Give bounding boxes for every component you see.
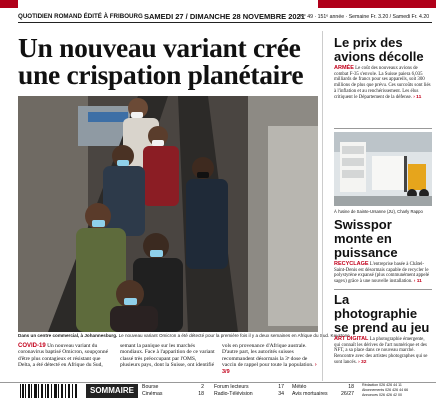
contact-block [362, 383, 434, 398]
side-story-3-page-ref[interactable]: › 32 [358, 359, 367, 365]
barcode-icon [18, 383, 80, 399]
index-entry-meteo[interactable] [292, 384, 356, 391]
side-story-1-title: Le prix des avions décolle [334, 35, 424, 64]
side-story-1-page-ref[interactable]: › 11 [413, 94, 422, 100]
side-story-fighter-jets[interactable] [334, 36, 432, 100]
masthead-logo-area [18, 0, 318, 8]
index-label: Forum lecteurs [214, 384, 249, 390]
side-story-1-body [334, 66, 432, 100]
index-page: 26/27 [341, 391, 354, 397]
index-entry-bourse[interactable] [142, 384, 206, 391]
forklift-image [334, 132, 432, 206]
lead-text-3: vols en provenance d'Afrique australe. D'autre part, les autorités suisses recommandent désormais la 3ᵉ dose de vaccin de rappel pour toute la population. [222, 343, 314, 369]
side-photo-caption: À l'usine de Sainte-Ursanne (JU), Charly Rappo [334, 209, 423, 214]
index-page: 18 [198, 391, 204, 397]
index-entry-avis-mortuaires[interactable] [292, 391, 356, 398]
side-story-3-kicker: ART DIGITAL [334, 336, 369, 342]
lead-column-3 [222, 343, 318, 375]
lead-column-1 [18, 343, 114, 369]
side-story-3-body [334, 337, 432, 366]
main-headline: Un nouveau variant crée une crispation planétaire [18, 32, 304, 90]
sommaire-label: SOMMAIRE [86, 384, 138, 398]
photo-caption-text: Le nouveau variant Omicron a été détecté pour la première fois il y a deux semaines en Afrique du Sud. Keystone [117, 333, 350, 338]
side-story-3-title: La photographie se prend au jeu [334, 292, 430, 335]
side-story-swisspor[interactable] [334, 218, 432, 285]
side-divider-1 [334, 128, 432, 129]
side-story-1-kicker: ARMÉE [334, 65, 354, 71]
index-page: 17 [278, 384, 284, 390]
side-story-1-text: Le coût des nouveaux avions de combat F-35 s'envole. La Suisse paiera 6,035 milliards de francs pour ses appareils, soit 300 millions de plus que prévu. Ces surcoûts sont liés à l'inflation et au renchérissement. Les élus critiquent le Département de la défense. [334, 66, 431, 100]
index-entry-cinemas[interactable] [142, 391, 206, 398]
lead-column-2: semant la panique sur les marchés mondiaux. Face à l'apparition de ce variant classé très préoccupant par l'OMS, plusieurs pays, dont la Suisse, ont identifié [120, 343, 215, 369]
lead-text-1: Un nouveau variant du coronavirus baptisé Omicron, soupçonné d'être plus contagieux et résistant que Delta, a été détecté en Afrique du Sud, [18, 343, 109, 369]
index-page: 34 [278, 391, 284, 397]
contact-annonces: Annonces 026 426 42 00 [362, 393, 402, 397]
side-story-3-text: La photographie émergente, qui connaît les dérives de l'art numérique et des NFT, a sa place dans ce nouveau marché. Rencontre avec des artistes photographes qui se sont lancés. [334, 337, 428, 365]
dateline-publication: QUOTIDIEN ROMAND ÉDITÉ À FRIBOURG [18, 13, 143, 20]
lead-article [18, 343, 318, 375]
index-page: 18 [348, 384, 354, 390]
photo-caption [18, 333, 350, 338]
index-label: Radio-Télévision [214, 391, 253, 397]
dateline [18, 11, 432, 23]
dateline-date: SAMEDI 27 / DIMANCHE 28 NOVEMBRE 2021 [144, 12, 305, 21]
main-photo [18, 96, 318, 332]
index-label: Cinémas [142, 391, 163, 397]
index-label: Météo [292, 384, 307, 390]
index-page: 2 [201, 384, 204, 390]
side-story-2-kicker: RECYCLAGE [334, 261, 369, 267]
side-story-photography[interactable] [334, 293, 432, 366]
masthead [0, 0, 436, 10]
side-divider-2 [334, 289, 432, 290]
dateline-issue-info: N° 49 · 151ᵉ année · Semaine Fr. 3.20 / Samedi Fr. 4.20 [300, 14, 430, 20]
index-label: Avis mortuaires [292, 391, 328, 397]
side-story-2-text: L'entreprise basée à Châtel-Saint-Denis est désormais capable de recycler le polystyrène expansé (plus communément appelé sagex) grâce à une nouvelle installation. [334, 262, 430, 285]
side-story-2-title: Swisspor monte en puissance [334, 217, 398, 260]
escalator-crowd-image [18, 96, 318, 332]
index-entry-forum[interactable] [214, 384, 288, 391]
photo-caption-location: Dans un centre commercial, à Johannesburg. [18, 333, 118, 338]
side-story-2-body [334, 262, 432, 285]
side-photo-factory [334, 132, 432, 206]
lead-kicker: COVID-19 [18, 343, 46, 349]
side-story-2-page-ref[interactable]: › 11 [413, 279, 422, 285]
index-entry-radio-tv[interactable] [214, 391, 288, 398]
index-label: Bourse [142, 384, 159, 390]
contact-redaction: Rédaction 026 426 44 11 [362, 383, 402, 387]
contact-abonnements: Abonnements 026 426 44 66 [362, 388, 409, 392]
lead-page-ref[interactable]: › 3/9 [222, 362, 317, 375]
